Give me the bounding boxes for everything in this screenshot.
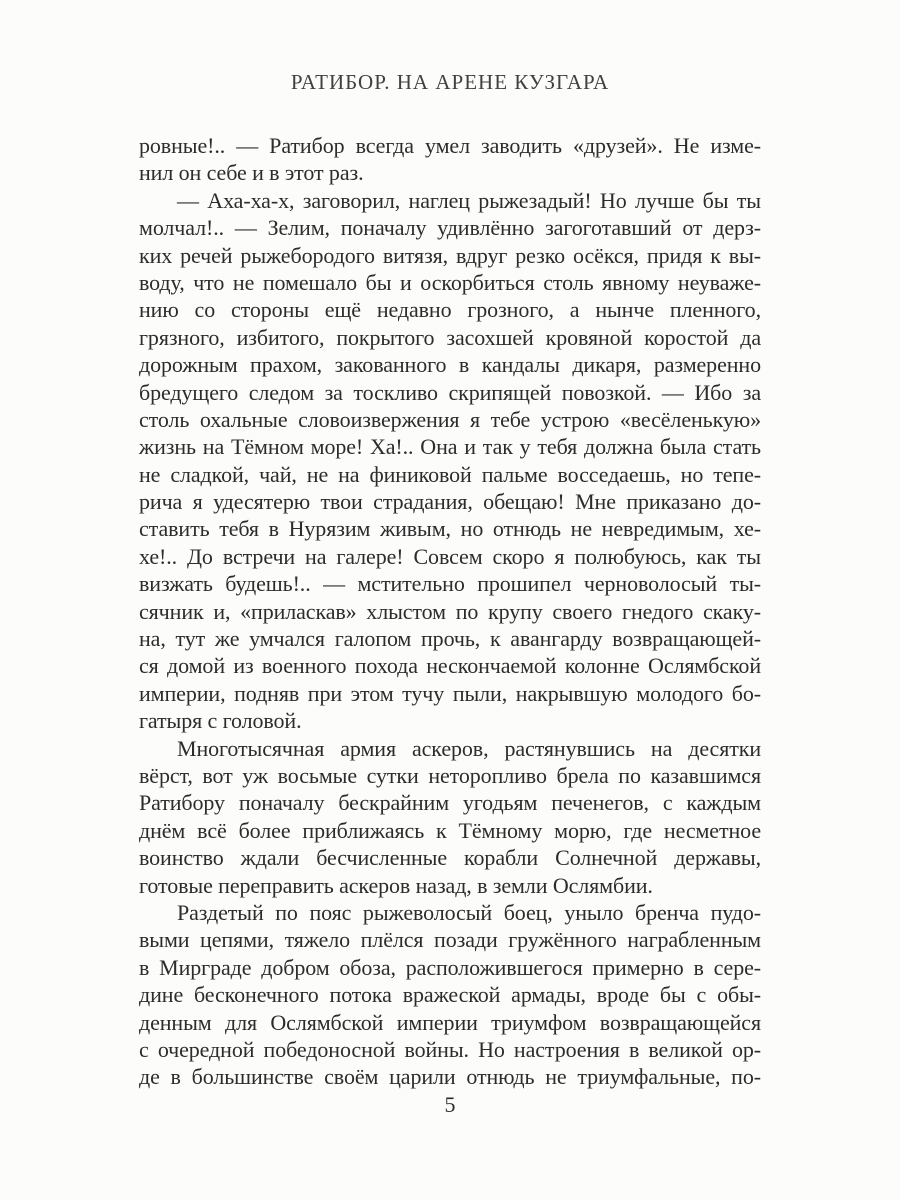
text-line: ставить тебя в Нурязим живым, но отнюдь не невредимым, хе- (139, 516, 761, 542)
text-line: Раздетый по пояс рыжеволосый боец, уныло бренча пудо- (177, 899, 761, 925)
text-line: воинство ждали бесчисленные корабли Солнечной державы, (139, 845, 761, 871)
text-line: грязного, избитого, покрытого засохшей кровяной коростой да (139, 324, 761, 350)
paragraph (139, 899, 761, 1091)
text-line: вёрст, вот уж восьмые сутки неторопливо брела по казавшимся (139, 762, 761, 788)
text-line: на, тут же умчался галопом прочь, к авангарду возвращающей- (139, 626, 761, 652)
text-line: рича я удесятерю твои страдания, обещаю! Мне приказано до- (139, 489, 761, 515)
text-line: готовые переправить аскеров назад, в земли Ослямбии. (139, 872, 653, 898)
page-text (139, 132, 761, 1091)
text-line: хе!.. До встречи на галере! Совсем скоро я полюбуюсь, как ты (139, 543, 761, 569)
paragraph (139, 187, 761, 735)
text-line: не сладкой, чай, не на финиковой пальме восседаешь, но тепе- (139, 461, 761, 487)
text-line: бредущего следом за тоскливо скрипящей повозкой. — Ибо за (139, 379, 761, 405)
text-line: денным для Ослямбской империи триумфом возвращающейся (139, 1009, 761, 1035)
text-line: молчал!.. — Зелим, поначалу удивлённо загоготавший от дерз- (139, 215, 761, 241)
paragraph (139, 735, 761, 899)
text-line: нию со стороны ещё недавно грозного, а нынче пленного, (139, 297, 761, 323)
running-title: РАТИБОР. НА АРЕНЕ КУЗГАРА (290, 70, 610, 94)
text-line: жизнь на Тёмном море! Ха!.. Она и так у тебя должна была стать (139, 434, 761, 460)
text-line: днём всё более приближаясь к Тёмному морю, где несметное (139, 817, 761, 843)
text-line: сячник и, «приласкав» хлыстом по крупу своего гнедого скаку- (139, 598, 761, 624)
text-line: империи, подняв при этом тучу пыли, накрывшую молодого бо- (139, 680, 761, 706)
text-line: с очередной победоносной войны. Но настроения в великой ор- (139, 1036, 761, 1062)
text-line: Ратибору поначалу бескрайним угодьям печенегов, с каждым (139, 790, 761, 816)
paragraph (139, 132, 761, 187)
text-line: Многотысячная армия аскеров, растянувшись на десятки (177, 735, 761, 761)
page-number: 5 (444, 1092, 456, 1117)
text-line: ких речей рыжебородого витязя, вдруг резко осёкся, придя к вы- (139, 242, 761, 268)
text-line: столь охальные словоизвержения я тебе устрою «весёленькую» (139, 406, 761, 432)
text-line: в Мирграде добром обоза, расположившегося примерно в сере- (139, 954, 761, 980)
text-line: воду, что не помешало бы и оскорбиться столь явному неуваже- (139, 269, 761, 295)
text-line: выми цепями, тяжело плёлся позади гружённого награбленным (139, 927, 761, 953)
text-line: ровные!.. — Ратибор всегда умел заводить «друзей». Не изме- (139, 133, 761, 158)
text-line: де в большинстве своём царили отнюдь не триумфальные, по- (139, 1064, 761, 1090)
text-line: визжать будешь!.. — мстительно прошипел черноволосый ты- (139, 571, 761, 597)
text-line: — Аха-ха-х, заговорил, наглец рыжезадый! Но лучше бы ты (177, 187, 761, 213)
text-line: дине бесконечного потока вражеской армады, вроде бы с обы- (139, 982, 761, 1008)
text-line: дорожным прахом, закованного в кандалы дикаря, размеренно (139, 352, 761, 378)
text-line: гатыря с головой. (139, 708, 302, 734)
text-line: нил он себе и в этот раз. (139, 160, 364, 186)
text-line: ся домой из военного похода нескончаемой колонне Ослямбской (139, 653, 761, 679)
